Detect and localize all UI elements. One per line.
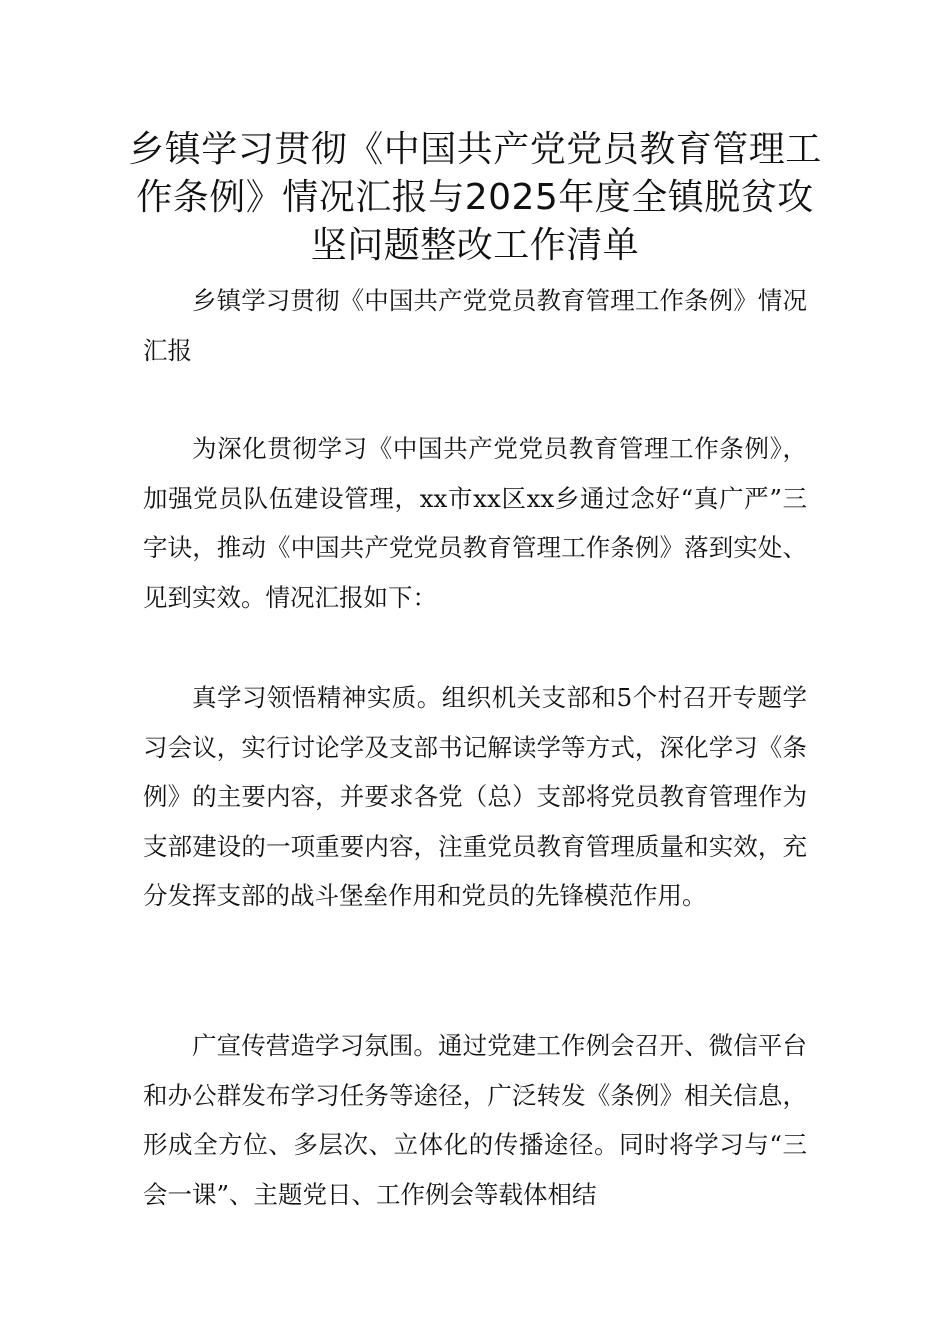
body-paragraph: 广宣传营造学习氛围。通过党建工作例会召开、微信平台和办公群发布学习任务等途径，广泛转发《条例》相关信息，形成全方位、多层次、立体化的传播途径。同时将学习与“三会一课”、主题党日、工作例会等载体相结 [143, 1031, 807, 1209]
body-paragraph: 为深化贯彻学习《中国共产党党员教育管理工作条例》，加强党员队伍建设管理，xx市xx区xx乡通过念好“真广严”三字诀，推动《中国共产党党员教育管理工作条例》落到实处、见到实效。情况汇报如下： [143, 434, 807, 612]
body-paragraph: 真学习领悟精神实质。组织机关支部和5个村召开专题学习会议，实行讨论学及支部书记解读学等方式，深化学习《条例》的主要内容，并要求各党（总）支部将党员教育管理作为支部建设的一项重要内容，注重党员教育管理质量和实效，充分发挥支部的战斗堡垒作用和党员的先锋模范作用。 [143, 683, 807, 911]
document-title: 乡镇学习贯彻《中国共产党党员教育管理工作条例》情况汇报与2025年度全镇脱贫攻坚问题整改工作清单 [128, 129, 822, 266]
document-subtitle: 乡镇学习贯彻《中国共产党党员教育管理工作条例》情况汇报 [143, 286, 807, 365]
